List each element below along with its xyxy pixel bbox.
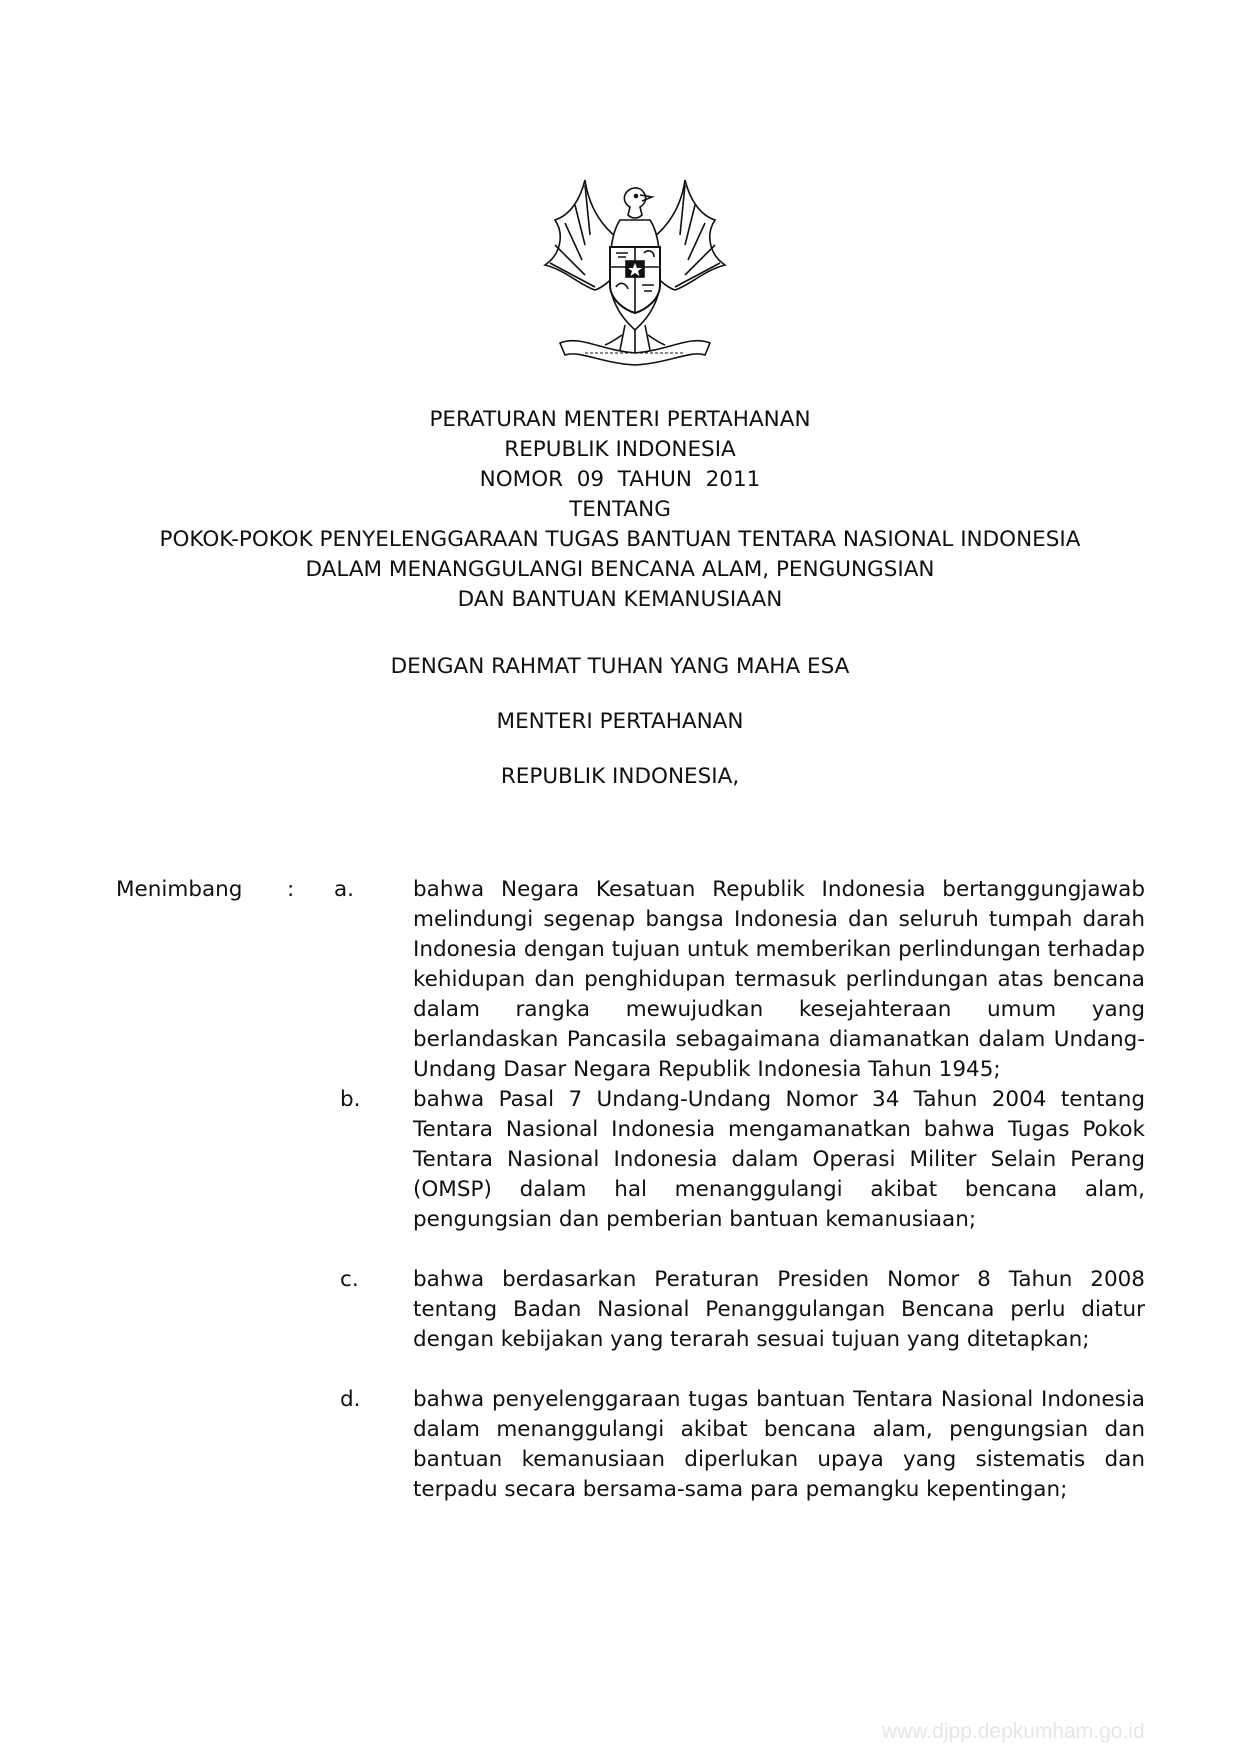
considerations-label: Menimbang [116, 877, 243, 902]
preamble-authority: MENTERI PERTAHANAN [496, 709, 744, 734]
consideration-d-text: bahwa penyelenggaraan tugas bantuan Tentara Nasional Indonesia dalam menanggulangi akibat bencana alam, pengungsian dan bantuan kemanusiaan diperlukan upaya yang sistematis dan terpadu secara bersama-sama para pemangku kepentingan; [413, 1387, 1145, 1502]
document-header [0, 405, 1240, 615]
header-subject-line-3: DAN BANTUAN KEMANUSIAAN [457, 587, 783, 612]
consideration-c-text: bahwa berdasarkan Peraturan Presiden Nomor 8 Tahun 2008 tentang Badan Nasional Penanggulangan Bencana perlu diatur dengan kebijakan yang terarah sesuai tujuan yang ditetapkan; [413, 1267, 1145, 1352]
considerations-colon: : [287, 877, 295, 902]
preamble-blessing: DENGAN RAHMAT TUHAN YANG MAHA ESA [390, 654, 850, 679]
preamble-country: REPUBLIK INDONESIA, [500, 764, 740, 789]
consideration-d-marker: d. [340, 1387, 361, 1412]
consideration-c-marker: c. [340, 1267, 359, 1292]
consideration-a-text: bahwa Negara Kesatuan Republik Indonesia bertanggungjawab melindungi segenap bangsa Indonesia dan seluruh tumpah darah Indonesia dengan tujuan untuk memberikan perlindungan terhadap kehidupan dan penghidupan termasuk perlindungan atas bencana dalam rangka mewujudkan kesejahteraan umum yang berlandaskan Pancasila sebagaimana diamanatkan dalam Undang-Undang Dasar Negara Republik Indonesia Tahun 1945; [413, 877, 1145, 1082]
header-country: REPUBLIK INDONESIA [504, 437, 736, 462]
watermark: www.djpp.depkumham.go.id [882, 1720, 1145, 1743]
garuda-emblem-icon [540, 175, 730, 375]
header-subject-line-1: POKOK-POKOK PENYELENGGARAAN TUGAS BANTUAN TENTARA NASIONAL INDONESIA [159, 527, 1081, 552]
header-subject-line-2: DALAM MENANGGULANGI BENCANA ALAM, PENGUNGSIAN [305, 557, 935, 582]
header-about: TENTANG [569, 497, 671, 522]
consideration-b-text: bahwa Pasal 7 Undang-Undang Nomor 34 Tahun 2004 tentang Tentara Nasional Indonesia mengamanatkan bahwa Tugas Pokok Tentara Nasional Indonesia dalam Operasi Militer Selain Perang (OMSP) dalam hal menanggulangi akibat bencana alam, pengungsian dan pemberian bantuan kemanusiaan; [413, 1087, 1145, 1232]
header-title: PERATURAN MENTERI PERTAHANAN [429, 407, 811, 432]
header-number: NOMOR 09 TAHUN 2011 [479, 467, 761, 492]
consideration-b-marker: b. [340, 1087, 361, 1112]
consideration-a-marker: a. [334, 877, 355, 902]
